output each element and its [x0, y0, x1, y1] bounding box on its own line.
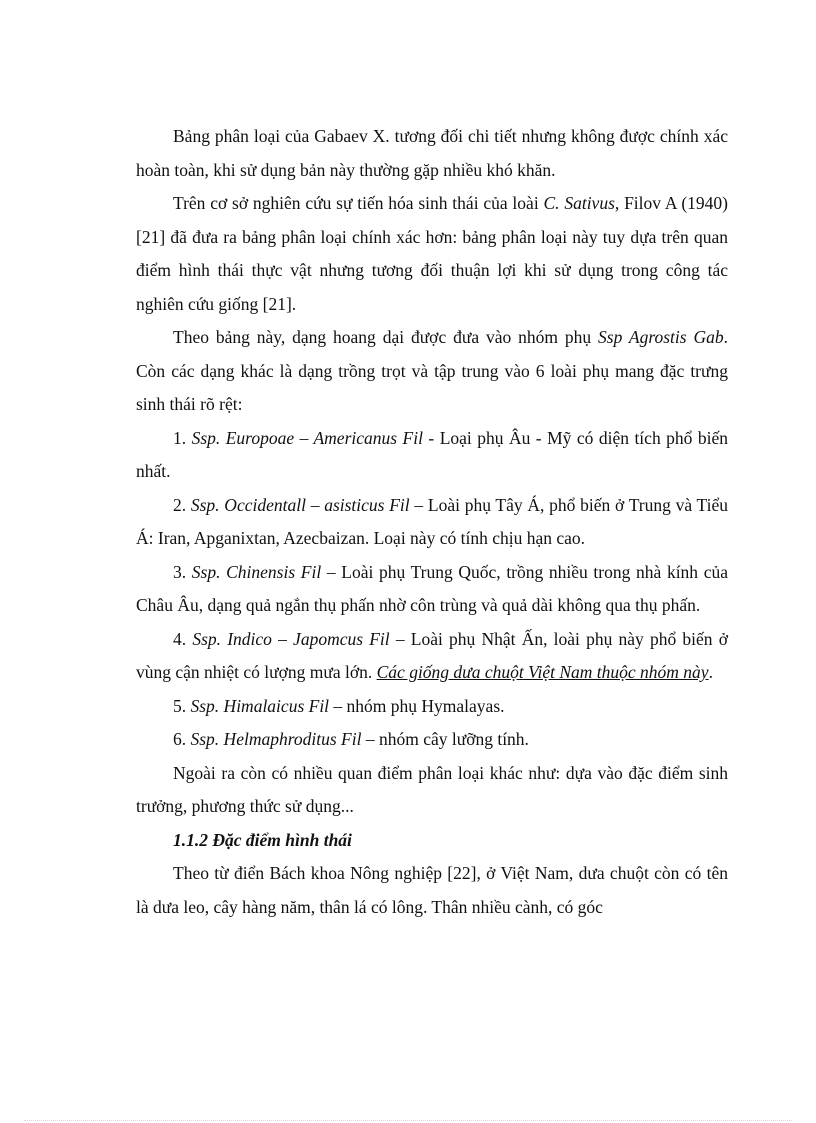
list-item-3: [136, 556, 728, 623]
item-description: – Loài phụ Tây Á, phổ biến ở Trung và Tiểu Á: Iran, Apganixtan, Azecbaizan. Loại này có tính chịu hạn cao.: [136, 494, 728, 548]
item-description: – nhóm phụ Hymalayas.: [329, 695, 505, 716]
theo-bang-text-c: . Còn các dạng khác là dạng trồng trọt và tập trung vào 6 loài phụ mang đặc trưng sinh thái rõ rệt:: [136, 327, 728, 414]
item-species-name: Ssp. Europoae – Americanus Fil: [191, 427, 423, 448]
species-c-sativus: C. Sativus: [543, 193, 615, 213]
list-item-4: [136, 623, 728, 690]
item-species-name: Ssp. Occidentall – asisticus Fil: [190, 494, 410, 515]
list-item-6: [136, 723, 728, 757]
item-description: – nhóm cây lưỡng tính.: [361, 729, 529, 749]
paragraph-theo-tu-dien: Theo từ điển Bách khoa Nông nghiệp [22], ở Việt Nam, dưa chuột còn có tên là dưa leo, cây hàng năm, thân lá có lông. Thân nhiều cành, có góc: [136, 863, 728, 917]
item-species-name: Ssp. Helmaphroditus Fil: [190, 729, 362, 749]
item-number: 5.: [173, 695, 191, 716]
filov-text-c: , Filov A (1940)[21] đã đưa ra bảng phân loại chính xác hơn: bảng phân loại này tuy dựa trên quan điểm hình thái thực vật nhưng tương đối thuận lợi khi sử dụng trong công tác nghiên cứu giống [21].: [136, 193, 728, 314]
item-species-name: Ssp. Himalaicus Fil: [190, 695, 330, 716]
paragraph-gabaev: Bảng phân loại của Gabaev X. tương đối chi tiết nhưng không được chính xác hoàn toàn, khi sử dụng bản này thường gặp nhiều khó khăn.: [136, 126, 728, 180]
page-bottom-divider: [24, 1120, 792, 1121]
section-heading: 1.1.2 Đặc điểm hình thái: [173, 829, 352, 850]
list-item-5: [136, 690, 728, 724]
paragraph-filov: [136, 187, 728, 321]
item-number: 3.: [173, 561, 192, 582]
item-number: 6.: [173, 729, 191, 749]
list-item-2: [136, 489, 728, 556]
filov-text-a: Trên cơ sở nghiên cứu sự tiến hóa sinh thái của loài: [173, 193, 544, 213]
item-description: - Loại phụ Âu - Mỹ có diện tích phổ biến nhất.: [136, 427, 728, 481]
theo-bang-text-a: Theo bảng này, dạng hoang dại được đưa vào nhóm phụ: [173, 327, 599, 347]
item-description: – Loài phụ Nhật Ấn, loài phụ này phổ biến ở vùng cận nhiệt có lượng mưa lớn.: [136, 628, 728, 682]
item-number: 2.: [173, 494, 191, 515]
document-page: [136, 120, 728, 924]
item-number: 4.: [173, 628, 193, 649]
item-species-name: Ssp. Indico – Japomcus Fil: [192, 628, 390, 649]
paragraph-ngoai-ra: Ngoài ra còn có nhiều quan điểm phân loại khác như: dựa vào đặc điểm sinh trưởng, phương thức sử dụng...: [136, 762, 728, 816]
paragraph-theo-bang: [136, 321, 728, 422]
item-number: 1.: [173, 427, 192, 448]
item-species-name: Ssp. Chinensis Fil: [191, 561, 322, 582]
item-end-punct: .: [708, 662, 713, 682]
list-item-1: [136, 422, 728, 489]
subgroup-agrostis: Ssp Agrostis Gab: [598, 327, 724, 347]
item-description: – Loài phụ Trung Quốc, trồng nhiều trong nhà kính của Châu Âu, dạng quả ngắn thụ phấn nhờ côn trùng và quả dài không qua thụ phấn.: [136, 561, 728, 615]
underlined-vietnam-note: Các giống dưa chuột Việt Nam thuộc nhóm này: [376, 662, 709, 682]
